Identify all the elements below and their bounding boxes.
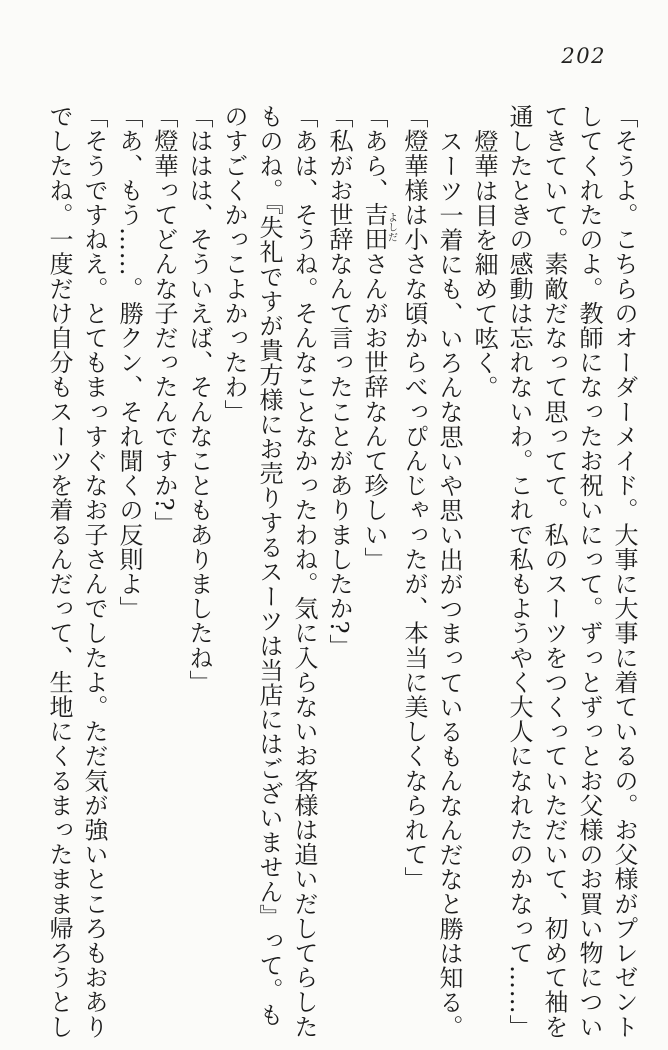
paragraph: 「あ、もう……。勝クン、それ聞くの反則よ」 [115,104,143,621]
paragraph: 「あは、そうね。そんなことなかったわね。気に入らないお客様は追いだしてらしたものね。『失礼ですが貴方様にお売りするスーツは当店にはございません』って。ものすごくかっこよかったわ」 [220,104,318,1039]
paragraph: 「ははは、そういえば、そんなこともありましたね」 [185,104,213,695]
paragraph: 「燈華様は小さな頃からべっぴんじゃったが、本当に美しくなられて」 [400,104,428,892]
paragraph: 「そうよ。こちらのオーダーメイド。大事に大事に着ているの。お父様がプレゼントしてくれたのよ。教師になったお祝いにって。ずっとずっとお父様のお買い物についてきていて。素敵だなって思ってて。私のスーツをつくっていただいて、初めて袖を通したときの感動は忘れないわ。これで私もようやく大人になれたのかなって……」 [505,104,638,1039]
paragraph: 燈華は目を細めて呟く。 [470,128,498,400]
paragraph: 「私がお世辞なんて言ったことがありましたか?」 [325,104,353,659]
ruby-furigana: 吉田よしだ [360,202,397,252]
paragraph: 「あら、吉田よしださんがお世辞なんて珍しい」 [360,104,397,572]
paragraph: 「そうですねえ。とてもまっすぐなお子さんでしたよ。ただ気が強いところもおありでしたね。一度だけ自分もスーツを着るんだって、生地にくるまったまま帰ろうとし [45,104,108,1039]
paragraph: 「燈華ってどんな子だったんですか?」 [150,104,178,536]
page-number: 202 [561,44,606,68]
page-text [41,104,641,1039]
paragraph: スーツ一着にも、いろんな思いや思い出がつまっているもんなんだなと勝は知る。 [435,128,463,1039]
